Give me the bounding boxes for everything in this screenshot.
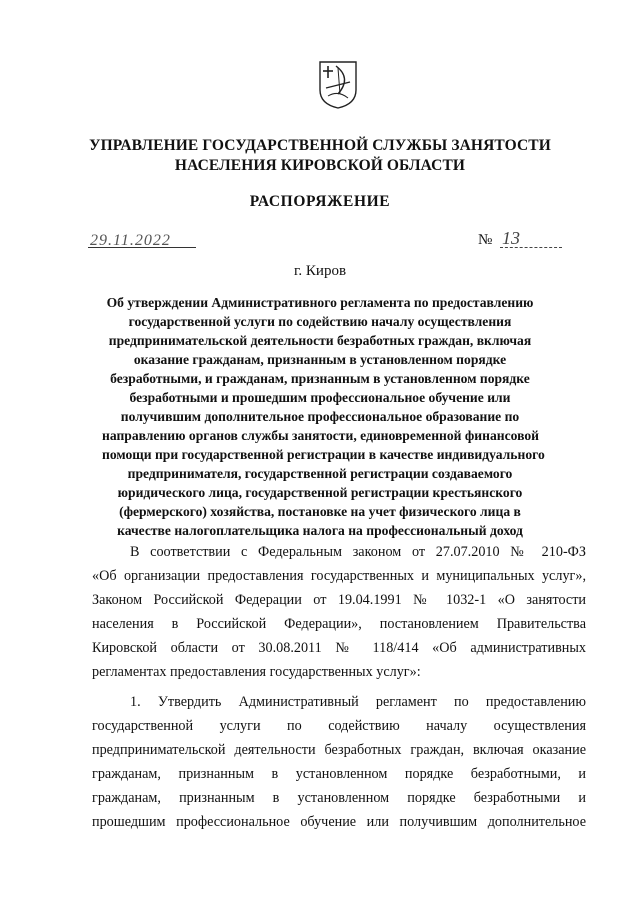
item-1-line: гражданам, признанным в установленном порядке безработными и [92, 790, 586, 806]
item-1-line: прошедшим профессиональное обучение или получившим дополнительное [92, 814, 586, 830]
subject-line: (фермерского) хозяйства, постановке на учет физического лица в [119, 504, 521, 519]
item-1-line: предпринимательской деятельности безработных граждан, включая оказание [92, 742, 586, 758]
item-1-paragraph [92, 690, 586, 834]
subject-line: безработными, и гражданам, признанным в установленном порядке [110, 371, 530, 386]
item-1-line: 1. Утвердить Административный регламент по предоставлению [130, 694, 586, 710]
subject-line: качестве налогоплательщика налога на профессиональный доход [117, 523, 523, 538]
subject-line: направлению органов службы занятости, единовременной финансовой [102, 428, 539, 443]
number-underline [500, 247, 562, 248]
item-1-line: гражданам, признанным в установленном порядке безработными, и [92, 766, 586, 782]
subject-line: получившим дополнительное профессиональное образование по [120, 409, 520, 424]
document-subject [102, 293, 545, 540]
org-line-1: УПРАВЛЕНИЕ ГОСУДАРСТВЕННОЙ СЛУЖБЫ ЗАНЯТОСТИ [89, 137, 551, 154]
preamble-paragraph [92, 540, 586, 684]
org-line-2: НАСЕЛЕНИЯ КИРОВСКОЙ ОБЛАСТИ [174, 157, 466, 174]
preamble-line: регламентах предоставления государственных услуг»: [92, 664, 421, 680]
city: г. Киров [293, 263, 347, 279]
preamble-line: «Об организации предоставления государственных и муниципальных услуг», [92, 568, 586, 584]
date-underline [88, 247, 196, 248]
kirov-region-emblem-icon [318, 60, 358, 110]
preamble-line: Законом Российской Федерации от 19.04.1991 № 1032-1 «О занятости [92, 592, 586, 608]
subject-line: юридического лица, государственной регистрации крестьянского [117, 485, 523, 500]
preamble-line: населения в Российской Федерации», постановлением Правительства [92, 616, 586, 632]
preamble-line: В соответствии с Федеральным законом от 27.07.2010 № 210-ФЗ [130, 544, 586, 560]
item-1-line: государственной услуги по содействию началу осуществления [92, 718, 586, 734]
document-number: 13 [502, 228, 520, 248]
subject-line: безработными и прошедшим профессиональное обучение или [129, 390, 511, 405]
document-date: 29.11.2022 [90, 232, 171, 249]
subject-line: государственной услуги по содействию началу осуществления [128, 314, 512, 329]
subject-line: оказание гражданам, признанным в установленном порядке [133, 352, 507, 367]
subject-line: предпринимателя, государственной регистрации создаваемого [127, 466, 513, 481]
number-label: № [478, 232, 493, 248]
organization-name [60, 136, 580, 176]
subject-line: помощи при государственной регистрации в качестве индивидуального [102, 447, 545, 462]
preamble-line: Кировской области от 30.08.2011 № 118/414 «Об административных [92, 640, 586, 656]
subject-line: предпринимательской деятельности безработных граждан, включая [108, 333, 532, 348]
subject-line: Об утверждении Административного регламента по предоставлению [106, 295, 534, 310]
document-type: РАСПОРЯЖЕНИЕ [249, 193, 391, 210]
